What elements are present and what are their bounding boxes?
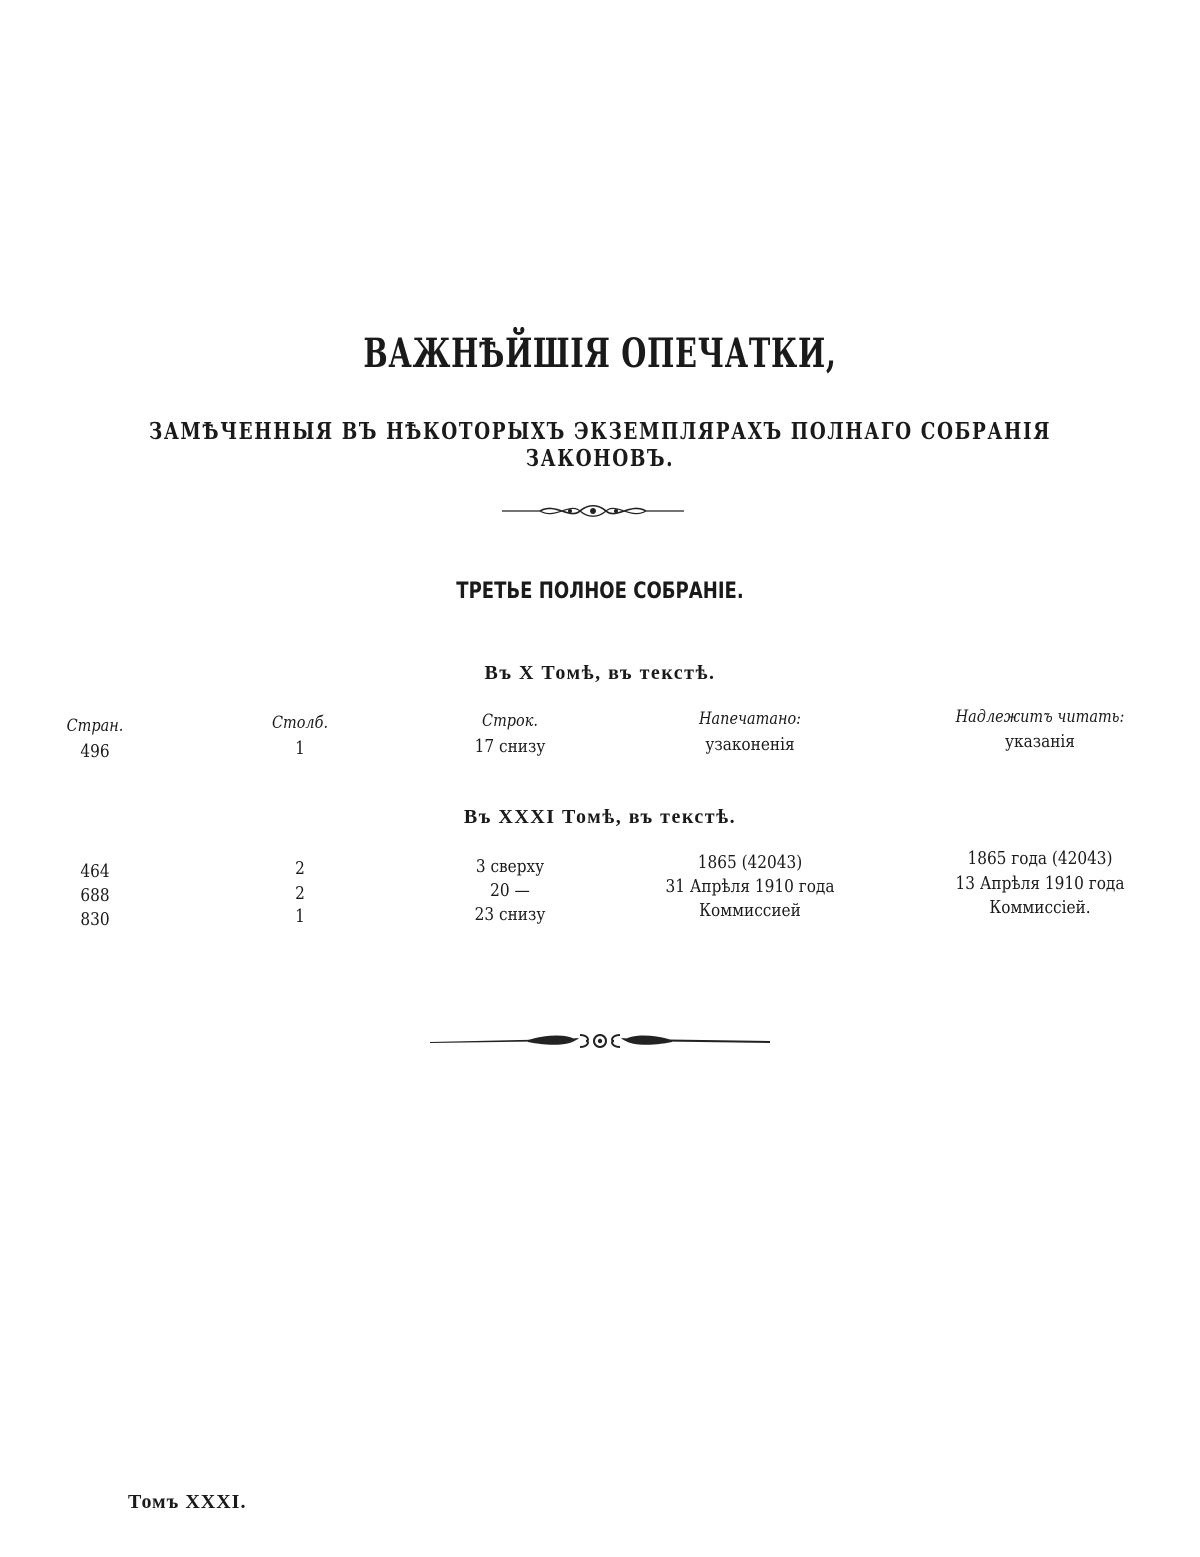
table-cell-should-read: Коммиссіей. [989,897,1091,918]
section-title: ТРЕТЬЕ ПОЛНОЕ СОБРАНІЕ. [456,579,744,604]
table-cell-printed: 1865 (42043) [697,852,803,873]
table-cell-printed: узаконенія [705,734,795,755]
table-cell-should-read: указанія [1005,731,1075,752]
page-title: ВАЖНѢЙШІЯ ОПЕЧАТКИ, [363,330,837,377]
table-cell-line: 20 — [490,880,530,901]
volume-footer: Томъ XXXI. [128,1491,247,1513]
table-cell-column: 2 [295,858,305,879]
volume-x-heading: Въ X Томѣ, въ текстѣ. [484,662,716,684]
table-cell-column: 1 [295,906,305,927]
table-cell-line: 23 снизу [474,904,546,925]
table-cell-page: 688 [80,885,110,906]
column-header-page: Стран. [66,716,124,736]
table-cell-page: 830 [80,909,110,930]
table-cell-column: 1 [295,738,305,759]
volume-xxxi-heading: Въ XXXI Томѣ, въ текстѣ. [463,806,737,828]
column-header-column: Столб. [271,713,329,733]
table-cell-printed: Коммиссией [699,900,801,921]
table-cell-column: 2 [295,883,305,904]
column-header-printed: Напечатано: [698,709,802,729]
table-cell-page: 464 [80,861,110,882]
table-cell-should-read: 13 Апрѣля 1910 года [955,873,1125,894]
table-cell-page: 496 [80,741,110,762]
ornament-divider-top [500,500,686,522]
column-header-should-read: Надлежитъ читать: [955,707,1125,727]
table-cell-line: 3 сверху [475,856,545,877]
ornament-divider-bottom [428,1028,772,1054]
table-cell-line: 17 снизу [474,736,546,757]
table-cell-printed: 31 Апрѣля 1910 года [665,876,835,897]
table-cell-should-read: 1865 года (42043) [967,848,1113,869]
page-subtitle: ЗАМѢЧЕННЫЯ ВЪ НѢКОТОРЫХЪ ЭКЗЕМПЛЯРАХЪ ПОЛНАГО СОБРАНІЯ ЗАКОНОВЪ. [148,418,1052,472]
column-header-line: Строк. [482,711,538,731]
